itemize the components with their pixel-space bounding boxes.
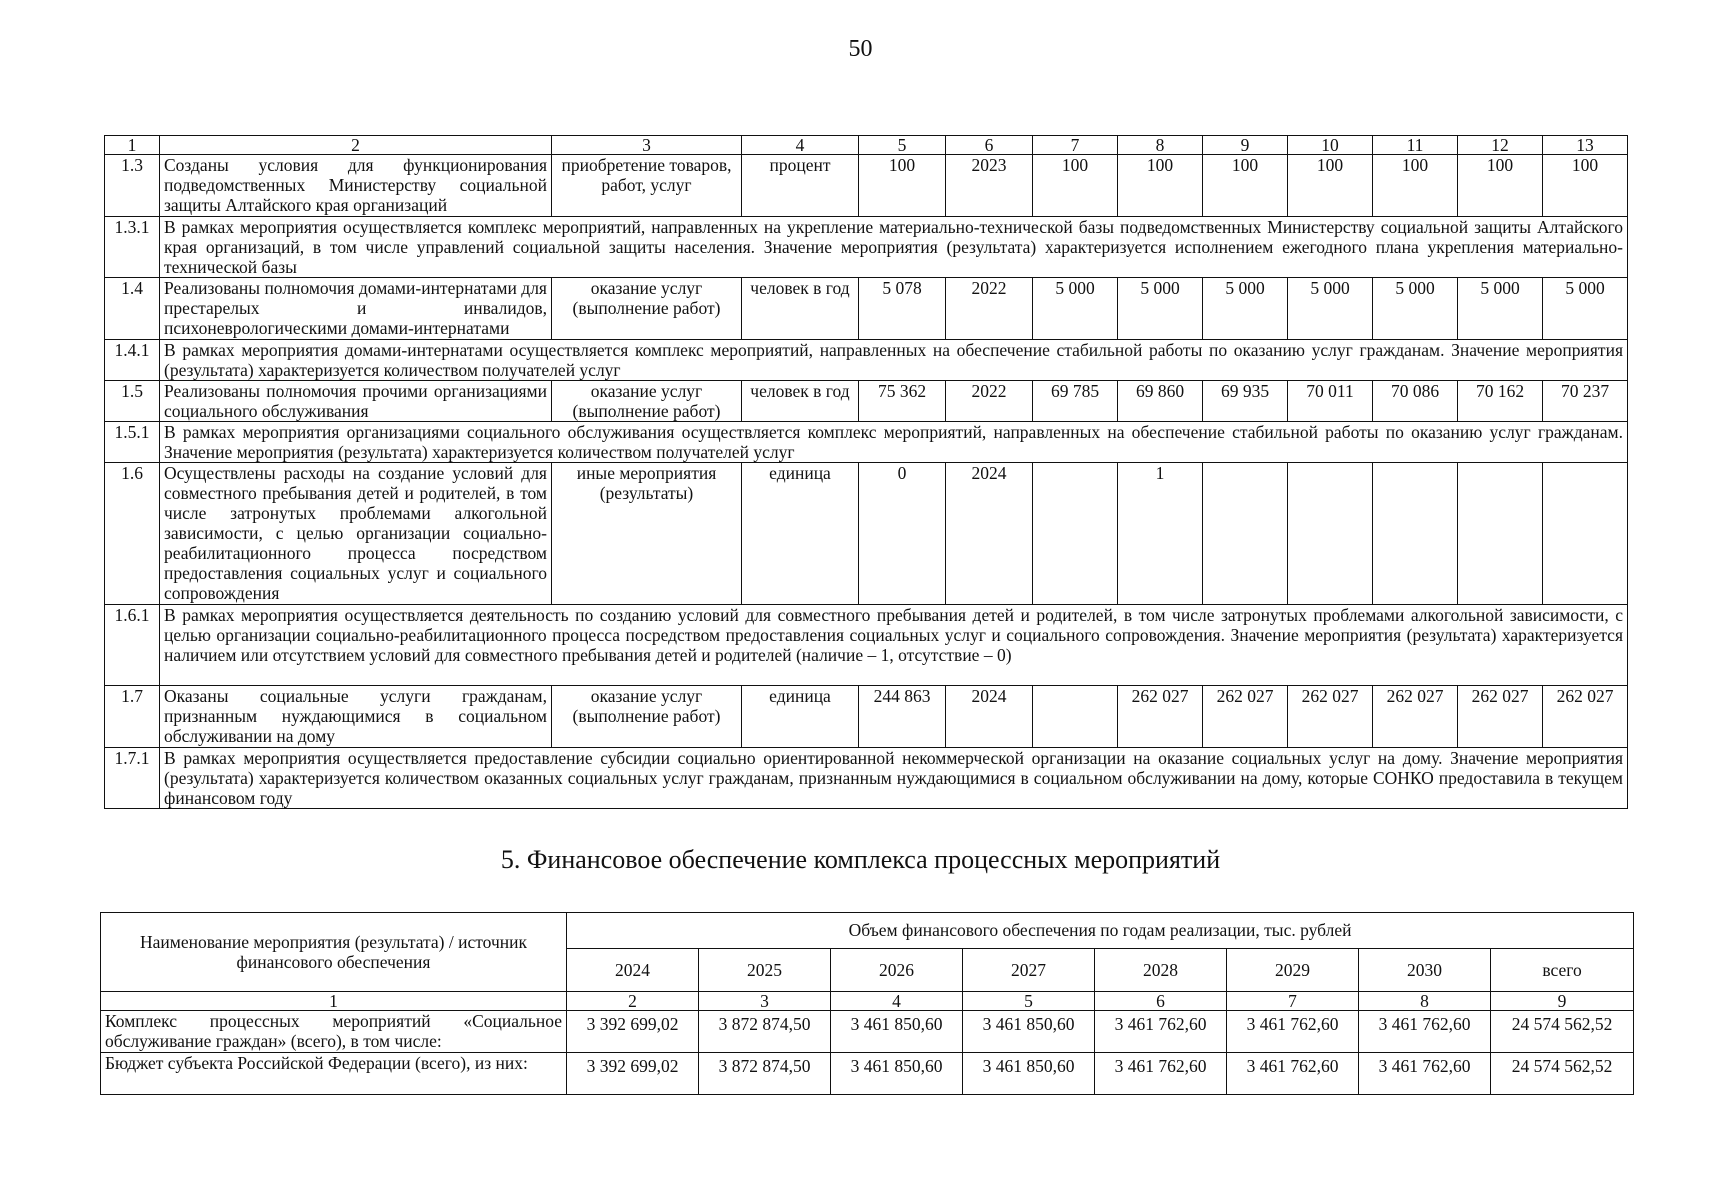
year-value: 5 000 xyxy=(1118,278,1203,340)
description-text: В рамках мероприятия осуществляется предоставление субсидии социально ориентированной некоммерческой организации на оказание социальных услуг на дому. Значение мероприятия (результата) характеризуется количеством оказанных социальных услуг гражданам, признанным нуждающимися в социальном обслуживании на дому, которые СОНКО предоставила в текущем финансовом году xyxy=(160,748,1628,809)
unit: человек в год xyxy=(742,278,859,340)
year-value: 262 027 xyxy=(1288,686,1373,748)
year-header: 2028 xyxy=(1095,948,1227,991)
year-value: 262 027 xyxy=(1373,686,1458,748)
column-number-cell: 13 xyxy=(1543,136,1628,155)
financing-name: Комплекс процессных мероприятий «Социальное обслуживание граждан» (всего), в том числе: xyxy=(101,1011,567,1053)
result-name: Реализованы полномочия прочими организациями социального обслуживания xyxy=(160,381,552,422)
description-text: В рамках мероприятия домами-интернатами осуществляется комплекс мероприятий, направленных на обеспечение стабильной работы по оказанию услуг гражданам. Значение мероприятия (результата) характеризуется количеством получателей услуг xyxy=(160,340,1628,381)
year-value: 262 027 xyxy=(1203,686,1288,748)
results-table xyxy=(104,135,1628,809)
result-kind: оказание услуг (выполнение работ) xyxy=(552,278,742,340)
amount-cell: 3 872 874,50 xyxy=(699,1053,831,1095)
year-value: 5 000 xyxy=(1458,278,1543,340)
result-kind: приобретение товаров, работ, услуг xyxy=(552,155,742,217)
year-header: 2027 xyxy=(963,948,1095,991)
amount-cell: 3 461 762,60 xyxy=(1359,1053,1491,1095)
financing-row xyxy=(101,1011,1634,1053)
year-value: 262 027 xyxy=(1118,686,1203,748)
year-header: 2029 xyxy=(1227,948,1359,991)
result-name: Осуществлены расходы на создание условий для совместного пребывания детей и родителей, в том числе затронутых проблемами алкогольной зависимости, с целью организации социально-реабилитационного процесса посредством предоставления социальных услуг и социального сопровождения xyxy=(160,463,552,605)
column-numbers-row xyxy=(101,992,1634,1011)
amount-cell: 3 461 762,60 xyxy=(1095,1011,1227,1053)
year-value xyxy=(1203,463,1288,605)
column-number-cell: 12 xyxy=(1458,136,1543,155)
row-number: 1.3.1 xyxy=(105,217,160,278)
row-number: 1.7.1 xyxy=(105,748,160,809)
result-kind: оказание услуг (выполнение работ) xyxy=(552,381,742,422)
row-number: 1.4 xyxy=(105,278,160,340)
row-number: 1.3 xyxy=(105,155,160,217)
amount-cell: 3 392 699,02 xyxy=(567,1053,699,1095)
row-number: 1.7 xyxy=(105,686,160,748)
base-value: 244 863 xyxy=(859,686,946,748)
year-value: 5 000 xyxy=(1033,278,1118,340)
base-value: 75 362 xyxy=(859,381,946,422)
column-number-cell: 7 xyxy=(1227,992,1359,1011)
result-row xyxy=(105,463,1628,605)
result-row xyxy=(105,381,1628,422)
base-value: 0 xyxy=(859,463,946,605)
amount-cell: 3 461 762,60 xyxy=(1095,1053,1227,1095)
column-number-cell: 6 xyxy=(946,136,1033,155)
year-value xyxy=(1288,463,1373,605)
year-value xyxy=(1543,463,1628,605)
column-number-cell: 6 xyxy=(1095,992,1227,1011)
amount-cell: 3 461 762,60 xyxy=(1359,1011,1491,1053)
year-header: 2030 xyxy=(1359,948,1491,991)
year-value: 70 237 xyxy=(1543,381,1628,422)
unit: человек в год xyxy=(742,381,859,422)
year-header: 2025 xyxy=(699,948,831,991)
amount-cell: 3 461 850,60 xyxy=(963,1053,1095,1095)
year-value xyxy=(1033,463,1118,605)
financing-row xyxy=(101,1053,1634,1095)
result-name: Созданы условия для функционирования подведомственных Министерству социальной защиты Алтайского края организаций xyxy=(160,155,552,217)
column-number-cell: 9 xyxy=(1203,136,1288,155)
financing-header-row xyxy=(101,913,1634,949)
column-number-cell: 4 xyxy=(831,992,963,1011)
year-header: 2024 xyxy=(567,948,699,991)
base-year: 2023 xyxy=(946,155,1033,217)
year-value xyxy=(1373,463,1458,605)
column-number-cell: 10 xyxy=(1288,136,1373,155)
result-row xyxy=(105,155,1628,217)
description-row xyxy=(105,422,1628,463)
column-number-cell: 8 xyxy=(1118,136,1203,155)
year-value: 69 935 xyxy=(1203,381,1288,422)
amount-cell: 3 461 762,60 xyxy=(1227,1053,1359,1095)
year-value: 262 027 xyxy=(1543,686,1628,748)
unit: единица xyxy=(742,463,859,605)
year-value: 100 xyxy=(1543,155,1628,217)
base-year: 2022 xyxy=(946,278,1033,340)
year-header: всего xyxy=(1491,948,1634,991)
base-year: 2022 xyxy=(946,381,1033,422)
amount-cell: 3 461 850,60 xyxy=(831,1011,963,1053)
year-value: 5 000 xyxy=(1288,278,1373,340)
result-kind: иные мероприятия (результаты) xyxy=(552,463,742,605)
column-number-cell: 1 xyxy=(101,992,567,1011)
column-number-cell: 1 xyxy=(105,136,160,155)
year-value: 70 162 xyxy=(1458,381,1543,422)
year-value: 69 860 xyxy=(1118,381,1203,422)
year-value: 1 xyxy=(1118,463,1203,605)
description-text: В рамках мероприятия осуществляется деятельность по созданию условий для совместного пребывания детей и родителей, в том числе затронутых проблемами алкогольной зависимости, с целью организации социально-реабилитационного процесса посредством предоставления социальных услуг и социального сопровождения. Значение мероприятия (результата) характеризуется наличием или отсутствием условий для совместного пребывания детей и родителей (наличие – 1, отсутствие – 0) xyxy=(160,605,1628,686)
description-row xyxy=(105,217,1628,278)
description-row xyxy=(105,340,1628,381)
financing-name: Бюджет субъекта Российской Федерации (всего), из них: xyxy=(101,1053,567,1095)
amount-cell: 3 872 874,50 xyxy=(699,1011,831,1053)
description-row xyxy=(105,605,1628,686)
column-number-cell: 3 xyxy=(699,992,831,1011)
unit: процент xyxy=(742,155,859,217)
unit: единица xyxy=(742,686,859,748)
year-value: 100 xyxy=(1458,155,1543,217)
base-year: 2024 xyxy=(946,686,1033,748)
amount-cell: 24 574 562,52 xyxy=(1491,1011,1634,1053)
year-value: 5 000 xyxy=(1543,278,1628,340)
group-header: Объем финансового обеспечения по годам реализации, тыс. рублей xyxy=(567,913,1634,949)
year-value xyxy=(1033,686,1118,748)
column-number-cell: 2 xyxy=(160,136,552,155)
result-row xyxy=(105,278,1628,340)
column-number-cell: 5 xyxy=(963,992,1095,1011)
column-number-cell: 9 xyxy=(1491,992,1634,1011)
result-name: Оказаны социальные услуги гражданам, признанным нуждающимися в социальном обслуживании на дому xyxy=(160,686,552,748)
column-number-cell: 2 xyxy=(567,992,699,1011)
financing-table xyxy=(100,912,1634,1095)
year-value: 5 000 xyxy=(1203,278,1288,340)
row-number: 1.6 xyxy=(105,463,160,605)
year-header: 2026 xyxy=(831,948,963,991)
column-number-cell: 8 xyxy=(1359,992,1491,1011)
year-value: 262 027 xyxy=(1458,686,1543,748)
page-number: 50 xyxy=(848,36,873,62)
year-value: 70 086 xyxy=(1373,381,1458,422)
result-kind: оказание услуг (выполнение работ) xyxy=(552,686,742,748)
column-number-cell: 3 xyxy=(552,136,742,155)
year-value: 69 785 xyxy=(1033,381,1118,422)
year-value: 100 xyxy=(1118,155,1203,217)
year-value: 70 011 xyxy=(1288,381,1373,422)
amount-cell: 3 461 850,60 xyxy=(963,1011,1095,1053)
description-row xyxy=(105,748,1628,809)
year-value: 100 xyxy=(1033,155,1118,217)
column-number-cell: 5 xyxy=(859,136,946,155)
year-value: 100 xyxy=(1288,155,1373,217)
column-numbers-row xyxy=(105,136,1628,155)
amount-cell: 24 574 562,52 xyxy=(1491,1053,1634,1095)
base-value: 5 078 xyxy=(859,278,946,340)
name-header: Наименование мероприятия (результата) / источник финансового обеспечения xyxy=(101,913,567,992)
amount-cell: 3 461 850,60 xyxy=(831,1053,963,1095)
amount-cell: 3 461 762,60 xyxy=(1227,1011,1359,1053)
year-value xyxy=(1458,463,1543,605)
amount-cell: 3 392 699,02 xyxy=(567,1011,699,1053)
description-text: В рамках мероприятия осуществляется комплекс мероприятий, направленных на укрепление материально-технической базы подведомственных Министерству социальной защиты Алтайского края организаций, в том числе управлений социальной защиты населения. Значение мероприятия (результата) характеризуется исполнением ежегодного плана укрепления материально-технической базы xyxy=(160,217,1628,278)
base-value: 100 xyxy=(859,155,946,217)
result-row xyxy=(105,686,1628,748)
year-value: 5 000 xyxy=(1373,278,1458,340)
column-number-cell: 11 xyxy=(1373,136,1458,155)
row-number: 1.4.1 xyxy=(105,340,160,381)
row-number: 1.6.1 xyxy=(105,605,160,686)
result-name: Реализованы полномочия домами-интернатами для престарелых и инвалидов, психоневрологическими домами-интернатами xyxy=(160,278,552,340)
description-text: В рамках мероприятия организациями социального обслуживания осуществляется комплекс мероприятий, направленных на обеспечение стабильной работы по оказанию услуг гражданам. Значение мероприятия (результата) характеризуется количеством получателей услуг xyxy=(160,422,1628,463)
row-number: 1.5.1 xyxy=(105,422,160,463)
year-value: 100 xyxy=(1203,155,1288,217)
row-number: 1.5 xyxy=(105,381,160,422)
base-year: 2024 xyxy=(946,463,1033,605)
column-number-cell: 7 xyxy=(1033,136,1118,155)
year-value: 100 xyxy=(1373,155,1458,217)
column-number-cell: 4 xyxy=(742,136,859,155)
section-title: 5. Финансовое обеспечение комплекса процессных мероприятий xyxy=(500,845,1221,874)
